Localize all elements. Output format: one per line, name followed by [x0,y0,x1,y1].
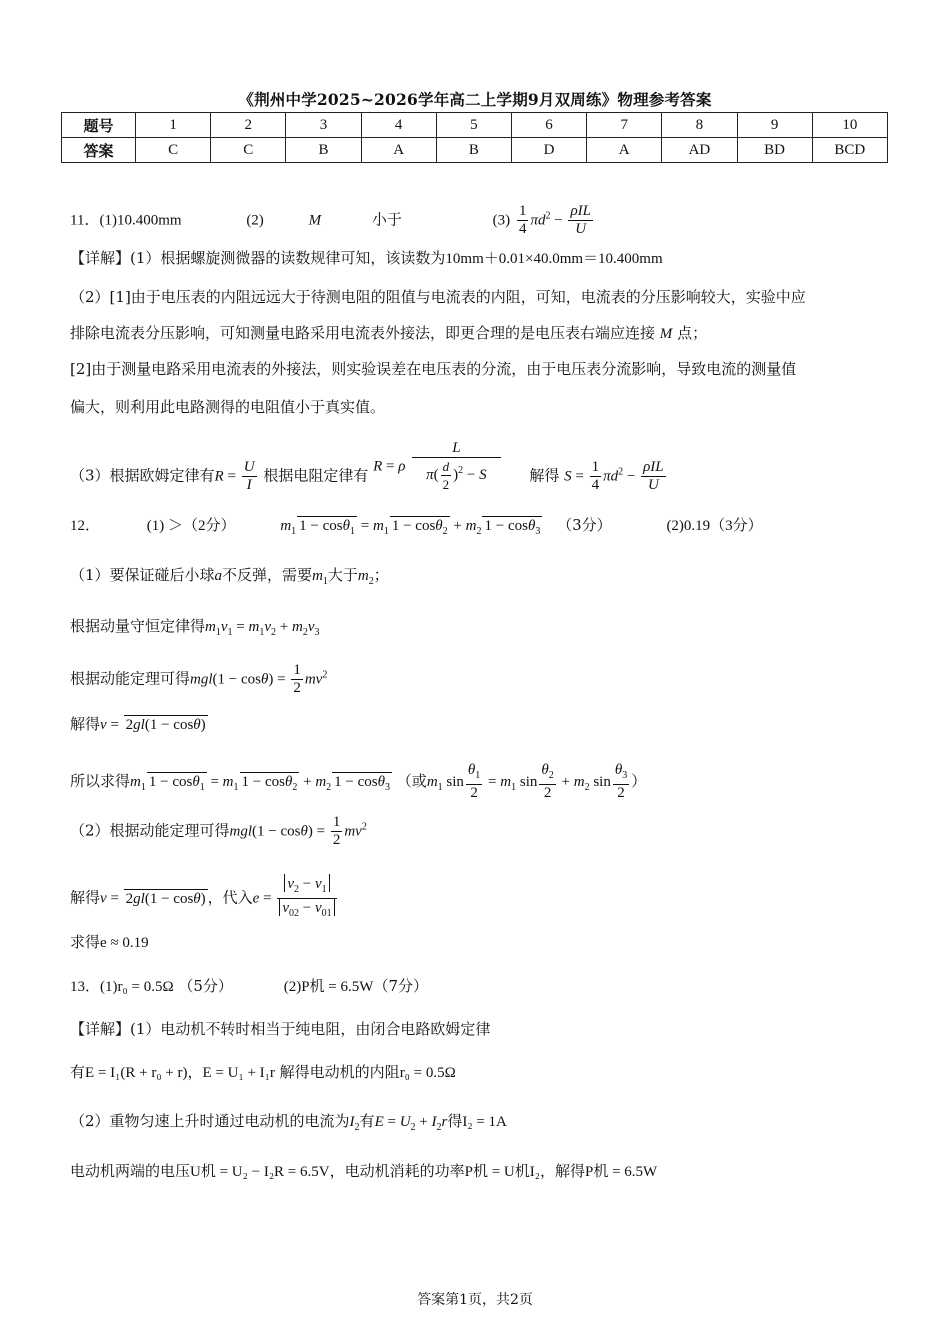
table-cell: C [136,138,211,163]
q12-answer-line: 12． (1) ＞（2分） $m_1$ $1 - \cos\theta_1 = m_1$ $1 - \cos\theta_2 + m_2$ 1 − cosθ$_3$ （3分） (2)0.19（3分） [70,514,763,543]
table-cell: BD [737,138,812,163]
table-cell: AD [662,138,737,163]
table-cell: B [436,138,511,163]
q11-detail-3b: 偏大，则利用此电路测得的电阻值小于真实值。 [70,398,386,416]
q12-line-2: 根据动量守恒定律得$m_1v_1 = m_1v_2 + m_2v_3$ [70,617,320,638]
table-row [62,138,888,163]
table-cell: 5 [436,113,511,138]
q12-line-7: 解得v = 2gl(1 − cosθ) ，代入e = $\frac{v_2 - v_1}{v_{02} - v_{01}}$ [70,875,339,922]
q11-detail-2b: 排除电流表分压影响，可知测量电路采用电流表外接法，即更合理的是电压表右端应连接 M 点； [70,324,708,342]
q12-line-5: 所以求得$m_1$ $1 - \cos\theta_1 = m_1$ $1 - \cos\theta_2 + m_2$ 1 − cosθ$_3$ （或$m_1$ sin $\frac{\theta_1}{2}$ = $m_1$ sin $\frac{\theta_2}{2}$ + $m_2$ sin $\frac{\theta_3}{2}$ ） [70,762,647,801]
table-cell: BCD [812,138,887,163]
table-cell: 10 [812,113,887,138]
table-header-cell: 题号 [62,113,136,138]
table-cell: 4 [361,113,436,138]
q12-line-3: 根据动能定理可得mgl(1 − cosθ) = $\frac{1}{2}$ $mv^2$ [70,662,328,696]
table-cell: 2 [211,113,286,138]
q12-line-8: 求得e ≈ 0.19 [70,933,149,951]
q11-answer-line: 11．(1)10.400mm (2) M 小于 (3) $\frac{1}{4}$ $\pi d^2$ − $\frac{\text{ρIL}}{U}$ [70,203,591,237]
q13-detail-2: 有E = I₁(R + r₀ + r)，E = U₁ + I₁r 解得电动机的内阻r₀ = 0.5Ω [70,1063,456,1081]
table-cell: B [286,138,361,163]
table-cell: 6 [511,113,586,138]
q13-answer-line: 13．(1)r₀ = 0.5Ω （5分） (2)P机 = 6.5W（7分） [70,977,428,995]
q13-detail-3: （2）重物匀速上升时通过电动机的电流为$I_2$有$E = U_2 + I_2r$得I₂ = 1A [70,1112,507,1133]
table-cell: 1 [136,113,211,138]
q11-detail-4: （3）根据欧姆定律有R = $\frac{U}{I}$ 根据电阻定律有 R = ρ L π( $\frac{d}{2}$ )$^2$ − S 解得 S = $\frac{1}{4}$ $\pi d^2$ − $\frac{\text{ρIL}}{U}$ [70,440,664,493]
page-title: 《荆州中学2025~2026学年高二上学期9月双周练》物理参考答案 [238,90,712,109]
table-cell: 9 [737,113,812,138]
table-cell: A [361,138,436,163]
table-cell: 8 [662,113,737,138]
table-header-cell: 答案 [62,138,136,163]
q11-detail-2a: （2）[1]由于电压表的内阻远远大于待测电阻的阻值与电流表的内阻，可知，电流表的分压影响较大，实验中应 [70,288,806,306]
q11-detail-1: 【详解】(1）根据螺旋测微器的读数规律可知，该读数为10mm＋0.01×40.0mm＝10.400mm [70,249,663,267]
answer-table [61,112,888,163]
table-cell: 7 [587,113,662,138]
table-cell: C [211,138,286,163]
page-footer: 答案第1页，共2页 [417,1292,533,1308]
table-row [62,113,888,138]
q12-line-6: （2）根据动能定理可得mgl(1 − cosθ) = $\frac{1}{2}$ $mv^2$ [70,814,367,848]
q11-detail-3a: [2]由于测量电路采用电流表的外接法，则实验误差在电压表的分流，由于电压表分流影响，导致电流的测量值 [70,360,797,378]
q12-line-4: 解得v = 2gl(1 − cosθ) [70,715,206,733]
q12-line-1: （1）要保证碰后小球a不反弹，需要$m_1$大于$m_2$； [70,566,389,587]
table-cell: D [511,138,586,163]
table-cell: 3 [286,113,361,138]
q13-detail-1: 【详解】(1）电动机不转时相当于纯电阻，由闭合电路欧姆定律 [70,1020,491,1038]
table-cell: A [587,138,662,163]
q13-detail-4: 电动机两端的电压U机 = U₂ − I₂R = 6.5V，电动机消耗的功率P机 = U机I₂，解得P机 = 6.5W [70,1162,658,1180]
